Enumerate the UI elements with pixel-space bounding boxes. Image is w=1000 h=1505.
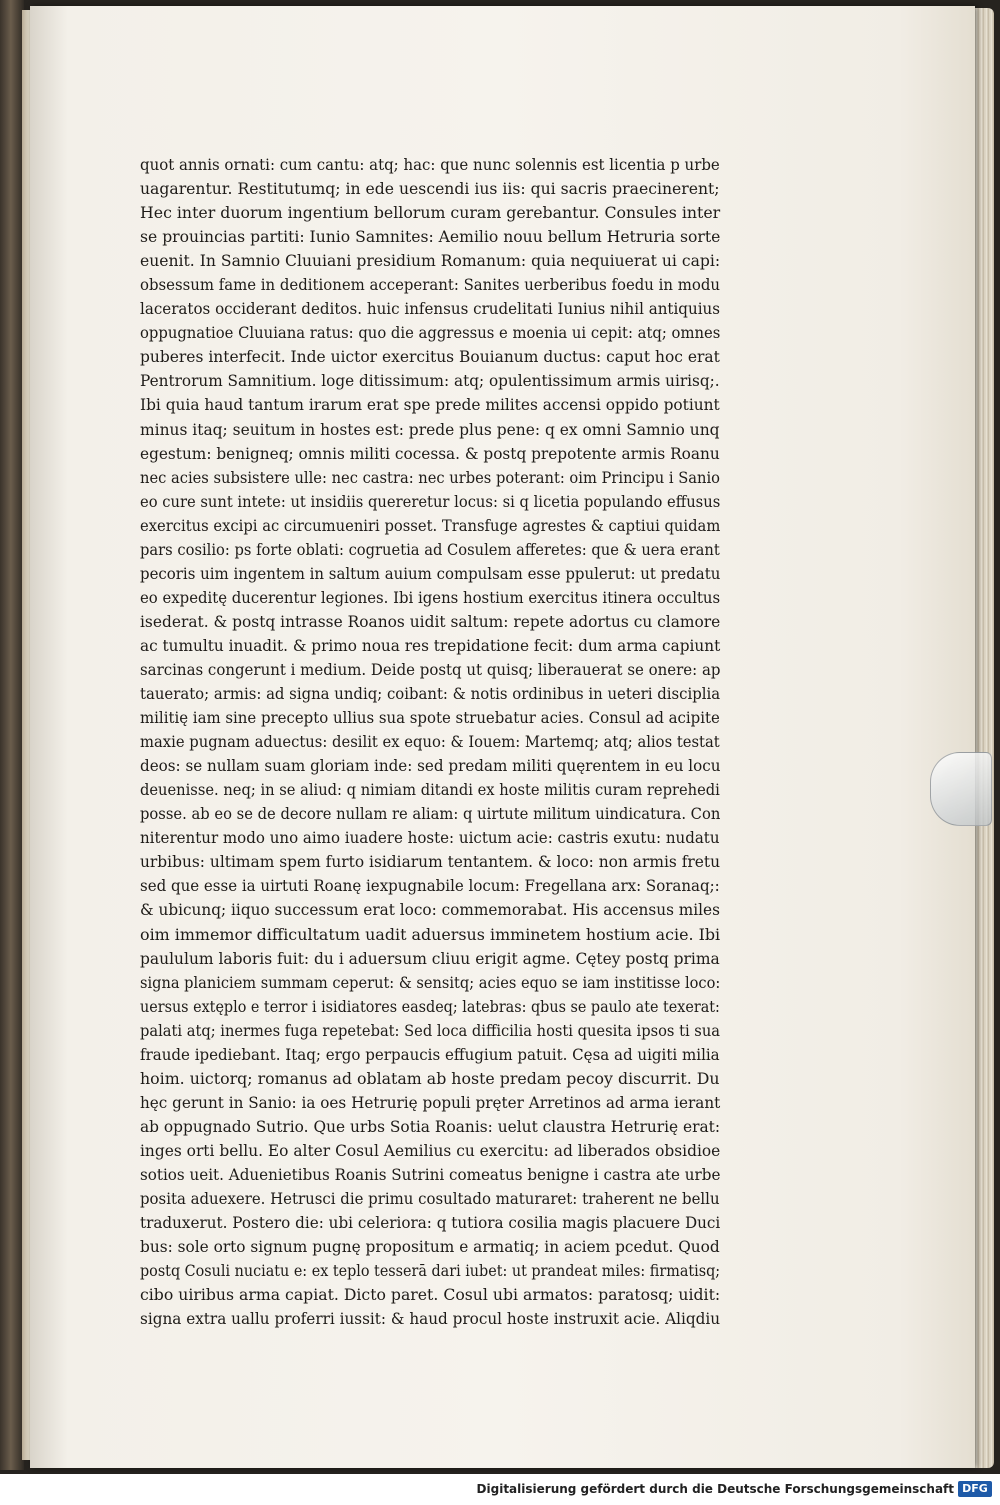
text-line: traduxerut. Postero die: ubi celeriora: q tutiora cosilia magis placuere Duci	[140, 1213, 721, 1233]
page-clip	[930, 752, 992, 826]
text-line: nec acies subsistere ulle: nec castra: nec urbes poterant: oim Principu i Sanio	[140, 467, 721, 487]
text-line: se prouincias partiti: Iunio Samnites: Aemilio nouu bellum Hetruria sorte	[140, 227, 721, 247]
incunable-text-block	[140, 153, 720, 1331]
text-line: isederat. & postq intrasse Roanos uidit saltum: repete adortus cu clamore	[140, 611, 721, 631]
text-line: palati atq; inermes fuga repetebat: Sed loca difficilia hosti quesita ipsos ti sua	[140, 1020, 720, 1040]
text-line: hęc gerunt in Sanio: ia oes Hetrurię populi pręter Arretinos ad arma ierant	[140, 1092, 721, 1112]
text-line: euenit. In Samnio Cluuiani presidium Romanum: quia nequiuerat ui capi:	[140, 251, 721, 271]
text-line: uagarentur. Restitutumq; in ede uescendi ius iis: qui sacris praecinerent;	[140, 179, 720, 199]
text-line: ab oppugnado Sutrio. Que urbs Sotia Roanis: uelut claustra Hetrurię erat:	[140, 1116, 721, 1136]
text-line: signa planiciem summam ceperut: & sensitq; acies equo se iam institisse loco:	[140, 972, 721, 992]
text-line: uersus extęplo e terror i isidiatores easdeq; latebras: qbus se paulo ate texerat:	[140, 996, 720, 1016]
text-line: minus itaq; seuitum in hostes est: prede plus pene: q ex omni Samnio unq	[140, 419, 720, 439]
digitization-credit: Digitalisierung gefördert durch die Deutsche Forschungsgemeinschaft	[476, 1482, 954, 1496]
text-line: Ibi quia haud tantum irarum erat spe prede milites accensi oppido potiunt	[140, 395, 720, 415]
text-line: niterentur modo uno aimo iuadere hoste: uictum acie: castris exutu: nudatu	[140, 828, 720, 848]
text-line: oppugnatioe Cluuiana ratus: quo die aggressus e moenia ui cepit: atq; omnes	[140, 323, 721, 343]
text-line: pecoris uim ingentem in saltum auium compulsam esse ppulerut: ut predatu	[140, 563, 721, 583]
text-line: tauerato; armis: ad signa undiq; coibant: & notis ordinibus in ueteri disciplia	[140, 684, 721, 704]
text-line: & ubicunq; iiquo successum erat loco: commemorabat. His accensus miles	[140, 900, 720, 920]
text-line: sotios ueit. Aduenietibus Roanis Sutrini comeatus benigne i castra ate urbe	[140, 1164, 721, 1184]
book-binding	[0, 0, 24, 1470]
text-line: ac tumultu inuadit. & primo noua res trepidatione fecit: dum arma capiunt	[140, 635, 721, 655]
text-line: fraude ipediebant. Itaq; ergo perpaucis effugium patuit. Cęsa ad uigiti milia	[140, 1044, 720, 1064]
text-line: paululum laboris fuit: du i aduersum cliuu erigit agme. Cętey postq prima	[140, 948, 720, 968]
text-line: posse. ab eo se de decore nullam re aliam: q uirtute militum uindicatura. Con	[140, 804, 721, 824]
text-line: eo expeditę ducerentur legiones. Ibi igens hostium exercitus itinera occultus	[140, 587, 721, 607]
text-line: obsessum fame in deditionem acceperant: Sanites uerberibus foedu in modu	[140, 275, 720, 295]
text-line: hoim. uictorq; romanus ad oblatam ab hoste predam pecoy discurrit. Du	[140, 1068, 720, 1088]
text-line: militię iam sine precepto ullius sua spote struebatur acies. Consul ad acipite	[140, 708, 720, 728]
text-line: signa extra uallu proferri iussit: & haud procul hoste instruxit acie. Aliqdiu	[140, 1309, 721, 1329]
text-line: inges orti bellu. Eo alter Cosul Aemilius cu exercitu: ad liberados obsidioe	[140, 1140, 721, 1160]
text-line: deos: se nullam suam gloriam inde: sed predam militi quęrentem in eu locu	[140, 756, 721, 776]
text-line: quot annis ornati: cum cantu: atq; hac: que nunc solennis est licentia p urbe	[140, 155, 720, 174]
text-line: eo cure sunt intete: ut insidiis quereretur locus: si q licetia populando effusus	[140, 491, 721, 511]
text-line: pars cosilio: ps forte oblati: cogruetia ad Cosulem afferetes: que & uera erant	[140, 539, 720, 559]
text-line: Hec inter duorum ingentium bellorum curam gerebantur. Consules inter	[140, 203, 721, 223]
text-line: laceratos occiderant deditos. huic infensus crudelitati Iunius nihil antiquius	[140, 299, 720, 319]
text-line: bus: sole orto signum pugnę propositum e armatiq; in aciem pcedut. Quod	[140, 1237, 720, 1257]
text-line: exercitus excipi ac circumueniri posset. Transfuge agrestes & captiui quidam	[140, 515, 721, 535]
dfg-logo: DFG	[958, 1481, 992, 1497]
text-line: oim immemor difficultatum uadit aduersus imminetem hostium acie. Ibi	[140, 924, 721, 944]
text-line: Pentrorum Samnitium. loge ditissimum: atq; opulentissimum armis uirisq;.	[140, 371, 720, 391]
text-line: maxie pugnam aduectus: desilit ex equo: & Iouem: Martemq; atq; alios testat	[140, 732, 720, 752]
text-line: urbibus: ultimam spem furto isidiarum tentantem. & loco: non armis fretu	[140, 852, 721, 872]
text-line: sarcinas congerunt i medium. Deide postq ut quisq; liberauerat se onere: ap	[140, 659, 721, 679]
text-line: cibo uiribus arma capiat. Dicto paret. Cosul ubi armatos: paratosq; uidit:	[140, 1285, 721, 1305]
text-line: deuenisse. neq; in se aliud: q nimiam ditandi ex hoste militis curam reprehedi	[140, 780, 720, 800]
text-line: puberes interfecit. Inde uictor exercitus Bouianum ductus: caput hoc erat	[140, 347, 720, 367]
text-line: posita aduexere. Hetrusci die primu cosultado maturaret: traherent ne bellu	[140, 1189, 720, 1209]
text-line: egestum: benigneq; omnis militi cocessa. & postq prepotente armis Roanu	[140, 443, 720, 463]
text-line: sed que esse ia uirtuti Roanę iexpugnabile locum: Fregellana arx: Soranaq;:	[140, 876, 720, 896]
text-line: postq Cosuli nuciatu e: ex teplo tesserā dari iubet: ut prandeat miles: firmatisq;	[140, 1261, 721, 1281]
